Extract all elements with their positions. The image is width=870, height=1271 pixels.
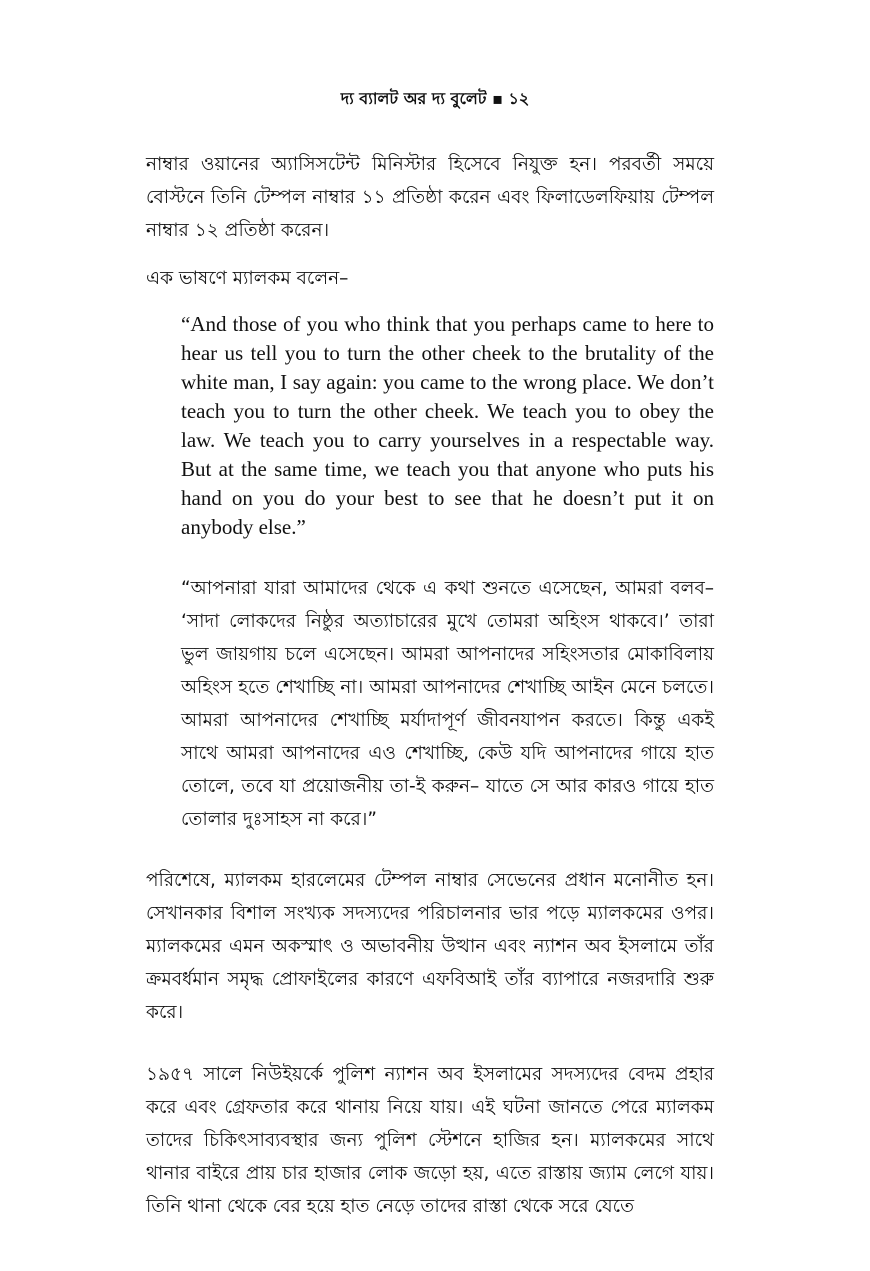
paragraph-1957-incident: ১৯৫৭ সালে নিউইয়র্কে পুলিশ ন্যাশন অব ইসলামের সদস্যদের বেদম প্রহার করে এবং গ্রেফতার করে থানায় নিয়ে যায়। এই ঘটনা জানতে পেরে ম্যালকম তাদের চিকিৎসাব্যবস্থার জন্য পুলিশ স্টেশনে হাজির হন। ম্যালকমের সাথে থানার বাইরে প্রায় চার হাজার লোক জড়ো হয়, এতে রাস্তায় জ্যাম লেগে যায়। তিনি থানা থেকে বের হয়ে হাত নেড়ে তাদের রাস্তা থেকে সরে যেতে xyxy=(146,1064,714,1217)
english-quote-block: “And those of you who think that you perhaps came to here to hear us tell you to turn the other cheek to the brutality of the white man, I say again: you came to the wrong place. We don’t teach you to turn the other cheek. We teach you to obey the law. We teach you to carry yourselves in a respectable way. But at the same time, we teach you that anyone who puts his hand on you do your best to see that he doesn’t put it on anybody else.” xyxy=(181,312,714,539)
paragraph-temple-seven: পরিশেষে, ম্যালকম হারলেমের টেম্পল নাম্বার সেভেনের প্রধান মনোনীত হন। সেখানকার বিশাল সংখ্যক সদস্যদের পরিচালনার ভার পড়ে ম্যালকমের ওপর। ম্যালকমের এমন অকস্মাৎ ও অভাবনীয় উত্থান এবং ন্যাশন অব ইসলামে তাঁর ক্রমবর্ধমান সমৃদ্ধ প্রোফাইলের কারণে এফবিআই তাঁর ব্যাপারে নজরদারি শুরু করে। xyxy=(146,870,714,1023)
speech-intro-line: এক ভাষণে ম্যালকম বলেন– xyxy=(146,268,349,289)
running-header: দ্য ব্যালট অর দ্য বুলেট ▪ ১২ xyxy=(340,89,530,108)
paragraph-temple-appointments: নাম্বার ওয়ানের অ্যাসিসটেন্ট মিনিস্টার হিসেবে নিযুক্ত হন। পরবর্তী সময়ে বোস্টনে তিনি টেম্পল নাম্বার ১১ প্রতিষ্ঠা করেন এবং ফিলাডেলফিয়ায় টেম্পল নাম্বার ১২ প্রতিষ্ঠা করেন। xyxy=(146,154,714,241)
bengali-quote-translation: “আপনারা যারা আমাদের থেকে এ কথা শুনতে এসেছেন, আমরা বলব– ‘সাদা লোকদের নিষ্ঠুর অত্যাচারের মুখে তোমরা অহিংস থাকবে।’ তারা ভুল জায়গায় চলে এসেছেন। আমরা আপনাদের সহিংসতার মোকাবিলায় অহিংস হতে শেখাচ্ছি না। আমরা আপনাদের শেখাচ্ছি আইন মেনে চলতে। আমরা আপনাদের শেখাচ্ছি মর্যাদাপূর্ণ জীবনযাপন করতে। কিন্তু একই সাথে আমরা আপনাদের এও শেখাচ্ছি, কেউ যদি আপনাদের গায়ে হাত তোলে, তবে যা প্রয়োজনীয় তা-ই করুন– যাতে সে আর কারও গায়ে হাত তোলার দুঃসাহস না করে।” xyxy=(181,578,714,830)
